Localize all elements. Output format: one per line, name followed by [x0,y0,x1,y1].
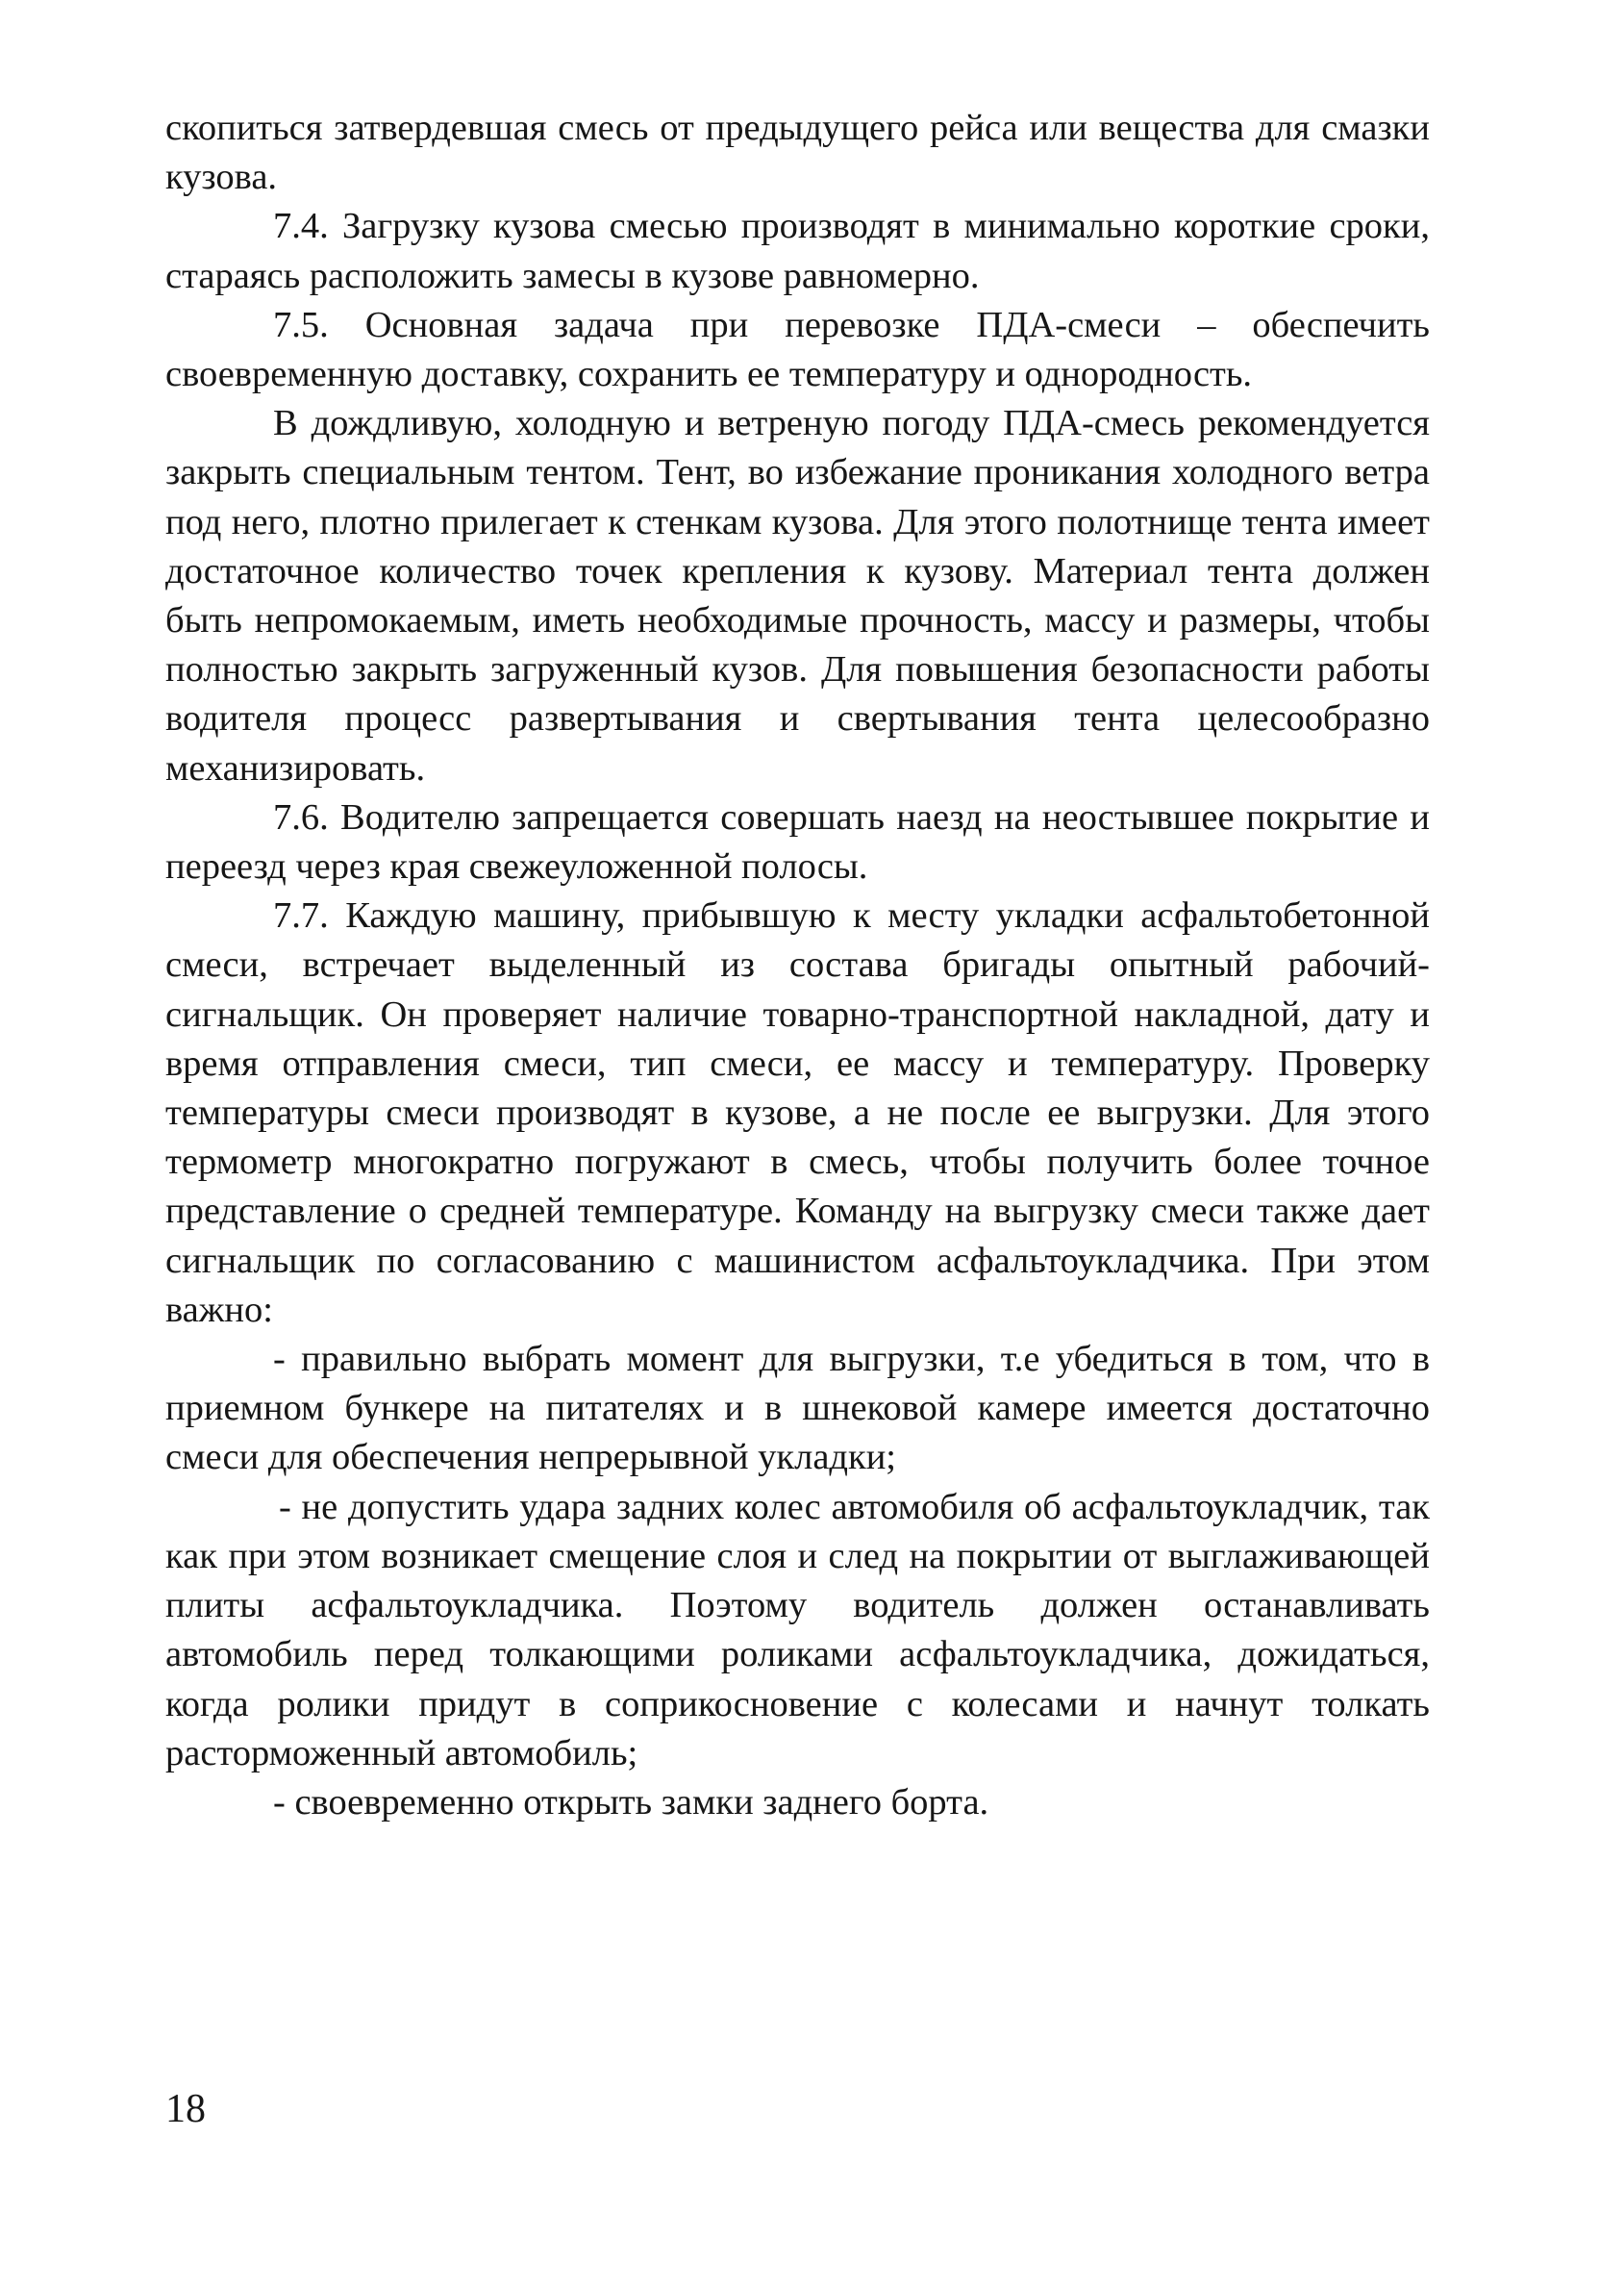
list-item-wheel-impact: - не допустить удара задних колес автомобиля об асфальтоукладчик, так как при этом возникает смещение слоя и след на покрытии от выглаживающей плиты асфальтоукладчика. Поэтому водитель должен останавливать автомобиль перед толкающими роликами асфальтоукладчика, дожидаться, когда ролики придут в соприкосновение с колесами и начнут толкать расторможенный автомобиль; [165,1486,1430,1773]
list-item-unloading-moment: - правильно выбрать момент для выгрузки, т.е убедиться в том, что в приемном бункере на питателях и в шнековой камере имеется достаточно смеси для обеспечения непрерывной укладки; [165,1339,1430,1478]
paragraph-7-5: 7.5. Основная задача при перевозке ПДА-смеси – обеспечить своевременную доставку, сохранить ее температуру и однородность. [165,304,1430,395]
paragraph-7-6: 7.6. Водителю запрещается совершать наезд на неостывшее покрытие и переезд через края свежеуложенной полосы. [165,796,1430,888]
paragraph-continuation: скопиться затвердевшая смесь от предыдущего рейса или вещества для смазки кузова. [165,108,1430,198]
paragraph-7-4: 7.4. Загрузку кузова смесью производят в минимально короткие сроки, стараясь расположить замесы в кузове равномерно. [165,206,1430,296]
page-number: 18 [165,2087,206,2131]
body-text [165,104,1430,1827]
paragraph-tent: В дождливую, холодную и ветреную погоду ПДА-смесь рекомендуется закрыть специальным тентом. Тент, во избежание проникания холодного ветра под него, плотно прилегает к стенкам кузова. Для этого полотнище тента имеет достаточное количество точек крепления к кузову. Материал тента должен быть непромокаемым, иметь необходимые прочность, массу и размеры, чтобы полностью закрыть загруженный кузов. Для повышения безопасности работы водителя процесс развертывания и свертывания тента целесообразно механизировать. [165,403,1430,789]
list-item-open-locks: - своевременно открыть замки заднего борта. [273,1781,989,1823]
paragraph-7-7: 7.7. Каждую машину, прибывшую к месту укладки асфальтобетонной смеси, встречает выделенный из состава бригады опытный рабочий-сигнальщик. Он проверяет наличие товарно-транспортной накладной, дату и время отправления смеси, тип смеси, ее массу и температуру. Проверку температуры смеси производят в кузове, а не после ее выгрузки. Для этого термометр многократно погружают в смесь, чтобы получить более точное представление о средней температуре. Команду на выгрузку смеси также дает сигнальщик по согласованию с машинистом асфальтоукладчика. При этом важно: [165,895,1430,1330]
